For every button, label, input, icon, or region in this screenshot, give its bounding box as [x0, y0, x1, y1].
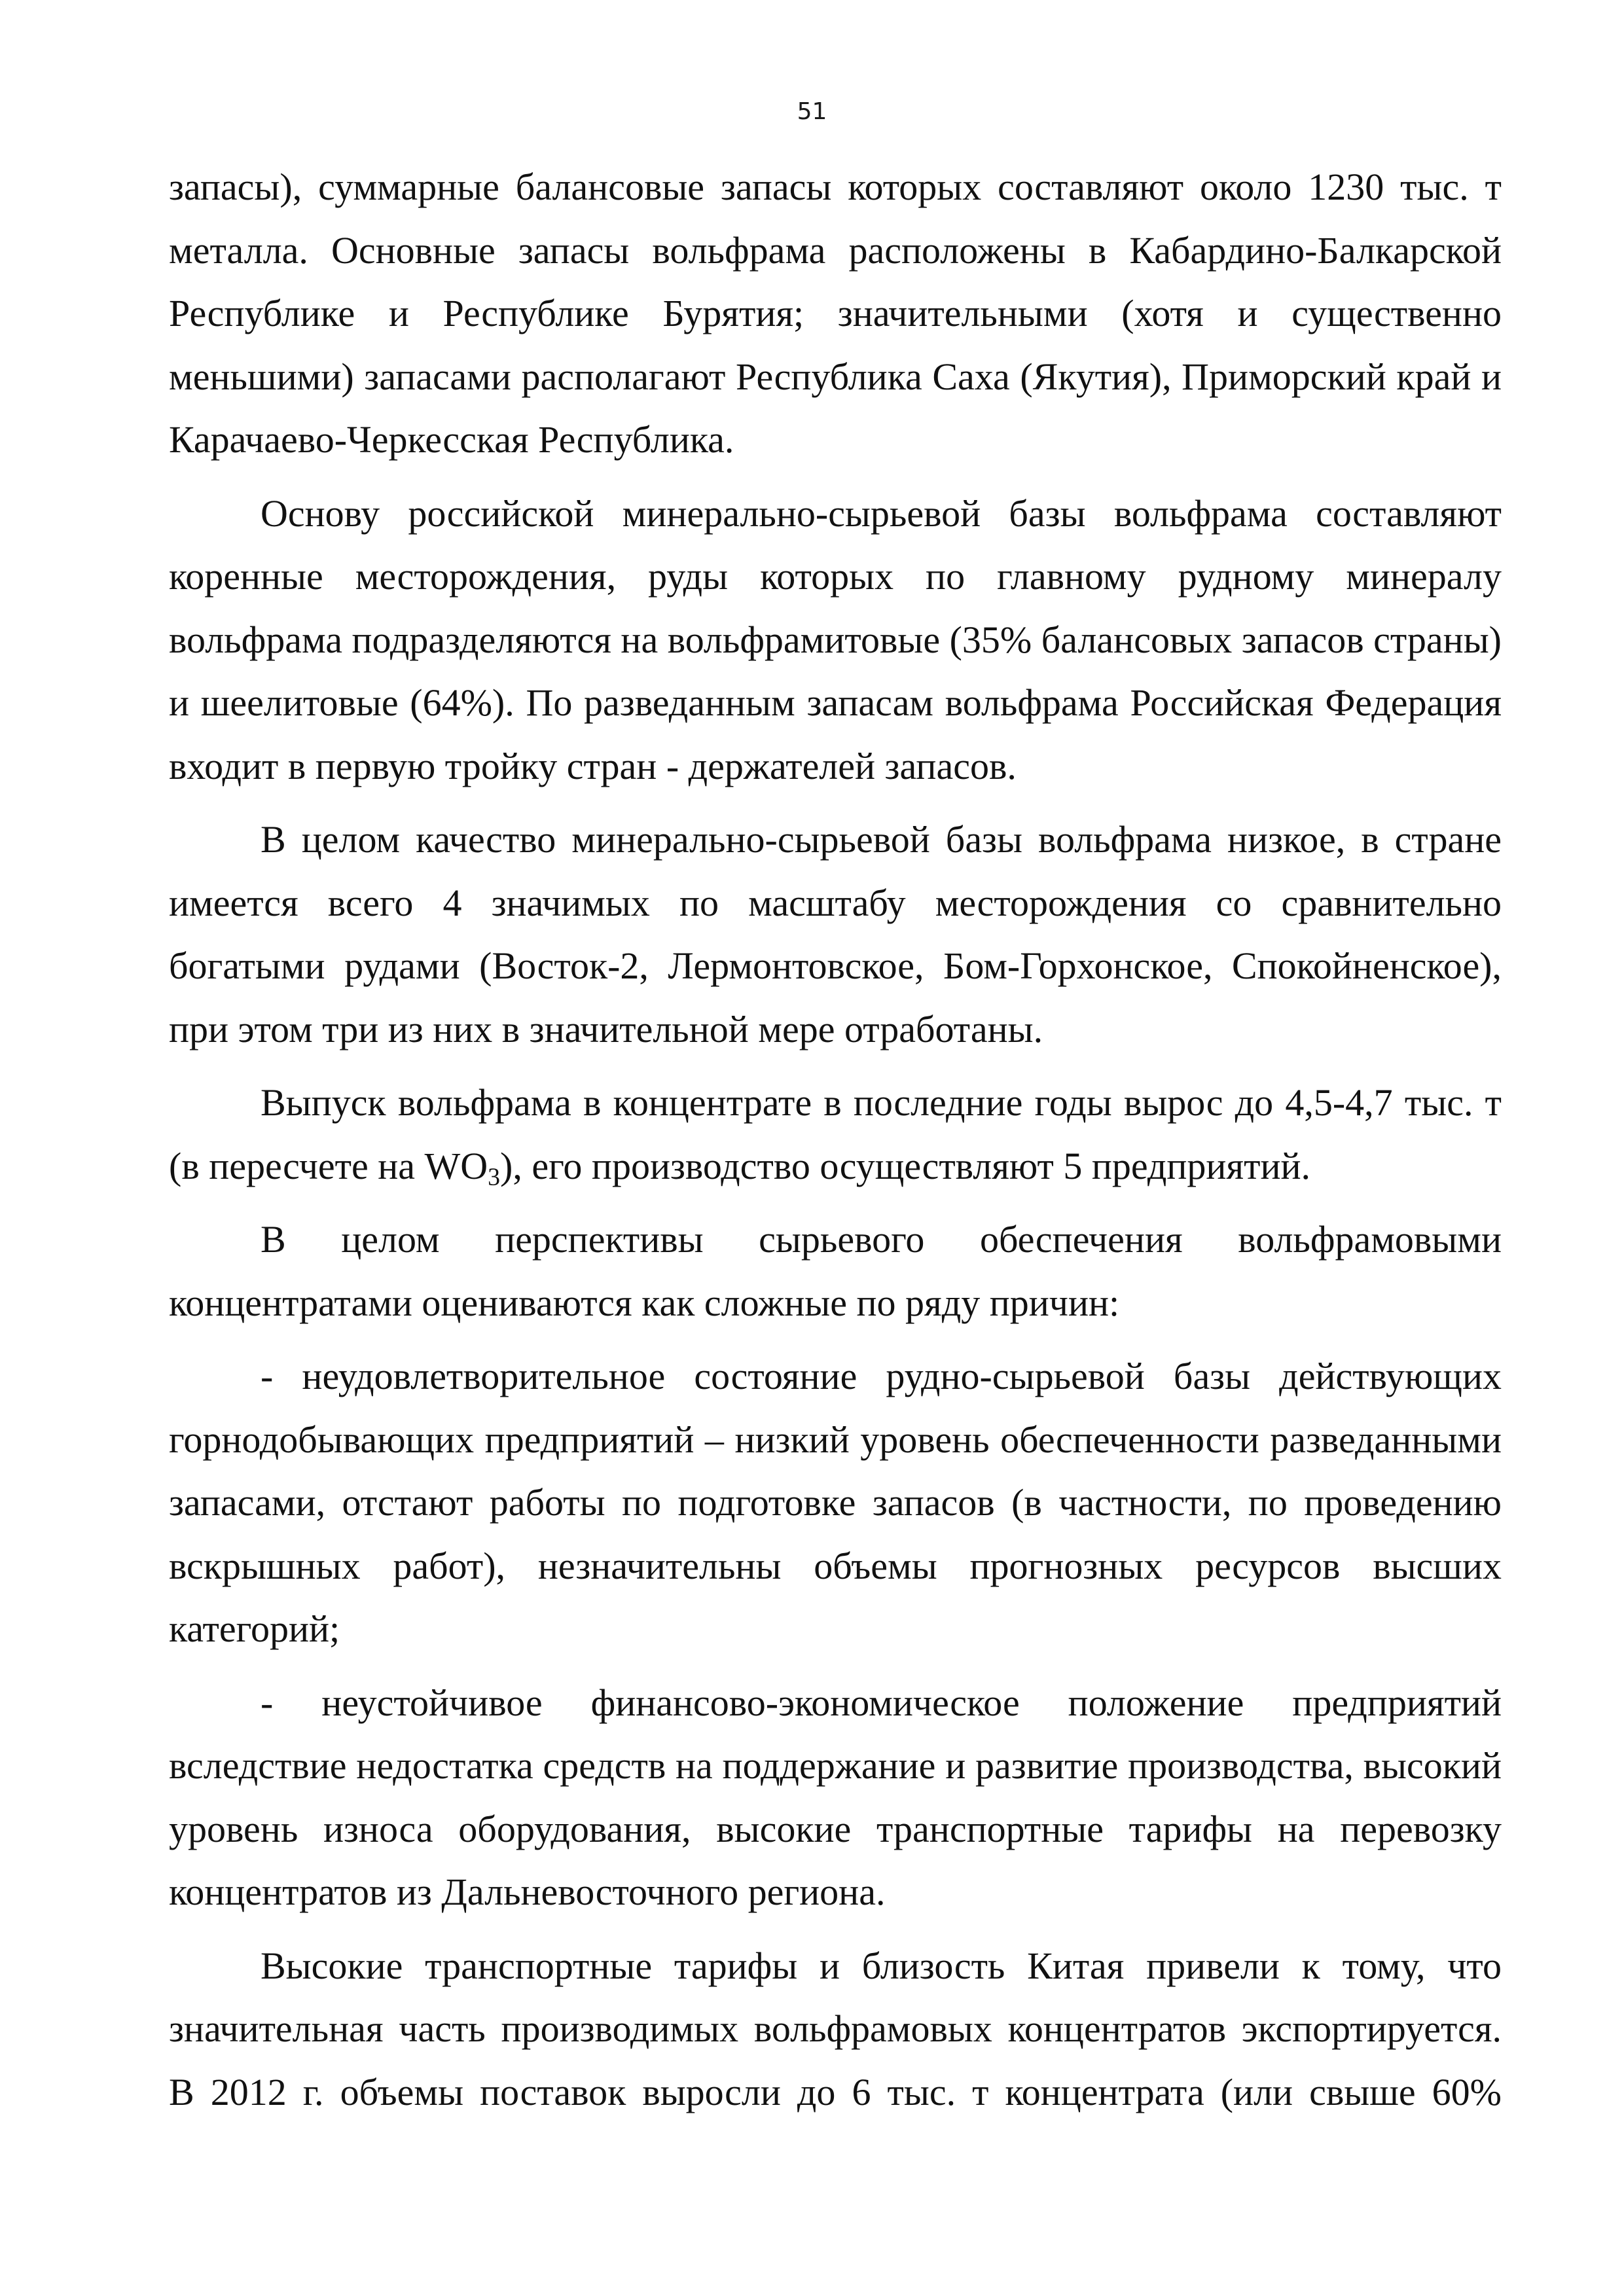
paragraph-4-text-end: ), его производство осуществляют 5 предприятий. — [500, 1144, 1311, 1187]
bullet-item-2: - неустойчивое финансово-экономическое положение предприятий вследствие недостатка средств на поддержание и развитие производства, высокий уровень износа оборудования, высокие транспортные тарифы на перевозку концентратов из Дальневосточного региона. — [169, 1681, 1502, 1913]
paragraph-5-line-1: В целом перспективы сырьевого обеспечения вольфрамовыми — [261, 1218, 1502, 1261]
bullet-item-1: - неудовлетворительное состояние рудно-сырьевой базы действующих горнодобывающих предприятий – низкий уровень обеспеченности разведанными запасами, отстают работы по подготовке запасов (в частности, по проведению вскрышных работ), незначительны объемы прогнозных ресурсов высших категорий; — [169, 1355, 1502, 1650]
document-body — [169, 156, 1502, 2124]
paragraph-1: запасы), суммарные балансовые запасы которых составляют около 1230 тыс. т металла. Основные запасы вольфрама расположены в Кабардино-Балкарской Республике и Республике Бурятия; значительными (хотя и существенно меньшими) запасами располагают Республика Саха (Якутия), Приморский край и Карачаево-Черкесская Республика. — [169, 166, 1502, 461]
page-number: 51 — [797, 98, 827, 125]
paragraph-4 — [169, 1071, 1502, 1198]
paragraph-last: Высокие транспортные тарифы и близость Китая привели к тому, что значительная часть производимых вольфрамовых концентратов экспортируется. В 2012 г. объемы поставок выросли до 6 тыс. т концентрата (или свыше 60% — [169, 1944, 1502, 2113]
paragraph-4-text-start: Выпуск вольфрама в концентрате в последние годы вырос до 4,5-4,7 тыс. т (в пересчете на WO — [169, 1081, 1502, 1187]
paragraph-2: Основу российской минерально-сырьевой базы вольфрама составляют коренные месторождения, руды которых по главному рудному минералу вольфрама подразделяются на вольфрамитовые (35% балансовых запасов страны) и шеелитовые (64%). По разведанным запасам вольфрама Российская Федерация входит в первую тройку стран - держателей запасов. — [169, 492, 1502, 787]
paragraph-3: В целом качество минерально-сырьевой базы вольфрама низкое, в стране имеется всего 4 значимых по масштабу месторождения со сравнительно богатыми рудами (Восток-2, Лермонтовское, Бом-Горхонское, Спокойненское), при этом три из них в значительной мере отработаны. — [169, 818, 1502, 1050]
paragraph-5-line-2: концентратами оцениваются как сложные по ряду причин: — [169, 1281, 1120, 1324]
formula-subscript: 3 — [488, 1162, 501, 1191]
